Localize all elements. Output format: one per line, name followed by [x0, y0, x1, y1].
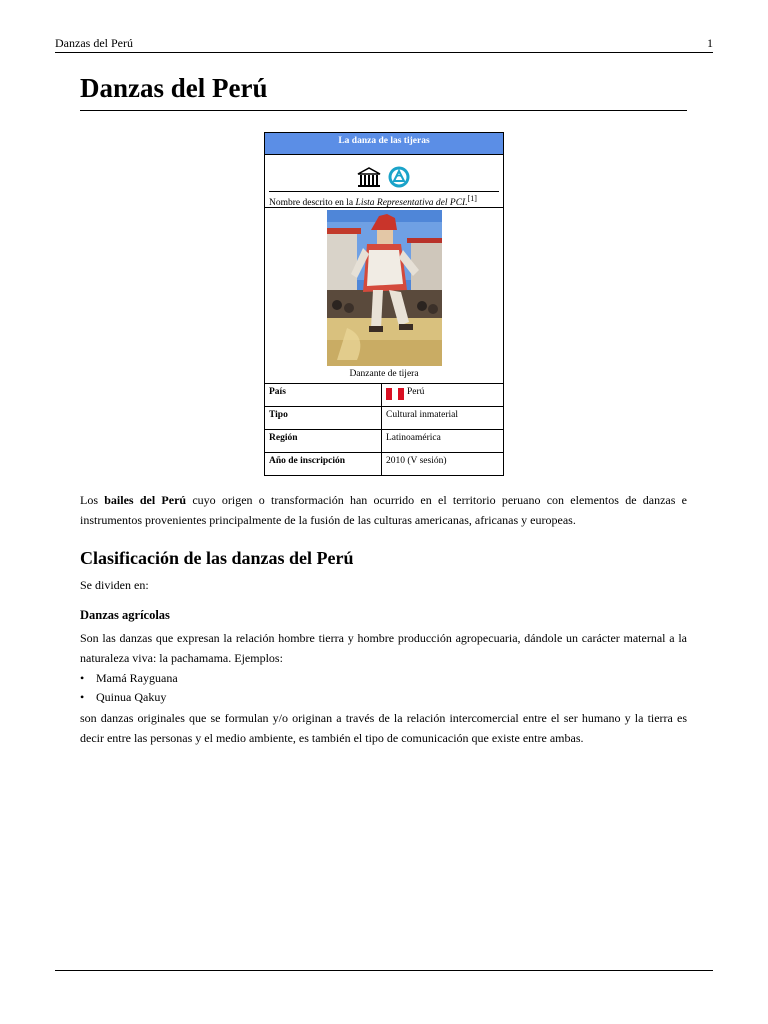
infobox-logos	[265, 155, 503, 208]
subsection-paragraph: Son las danzas que expresan la relación hombre tierra y hombre producción agropecuaria, dándole un carácter maternal a la naturaleza viva: la pachamama. Ejemplos:	[80, 631, 687, 665]
row-value: Latinoamérica	[386, 433, 441, 443]
running-header-title: Danzas del Perú	[55, 36, 133, 50]
infobox-row-country	[265, 384, 503, 407]
intangible-heritage-icon	[389, 167, 410, 188]
infobox-photo-cell	[265, 208, 503, 384]
section-heading: Clasificación de las danzas del Perú	[80, 548, 354, 568]
section-intro: Se dividen en:	[80, 578, 149, 592]
infobox-header: La danza de las tijeras	[265, 133, 503, 155]
list-item: • Mamá Rayguana	[80, 669, 178, 688]
page-title: Danzas del Perú	[80, 70, 687, 111]
row-label: País	[265, 384, 382, 406]
infobox	[264, 132, 504, 476]
intro-text-end: cuyo origen o transformación han ocurrido en el territorio peruano con elementos de danzas e instrumentos provenientes principalmente de la fusión de las culturas americanas, africanas y europeas.	[80, 493, 687, 527]
row-value: Cultural inmaterial	[386, 410, 459, 420]
infobox-row-type	[265, 407, 503, 430]
page-number: 1	[707, 36, 713, 50]
infobox-row-region	[265, 430, 503, 453]
row-label: Año de inscripción	[265, 453, 382, 475]
intro-text-start: Los	[80, 493, 105, 507]
footer-rule	[55, 970, 713, 971]
running-header	[55, 36, 713, 53]
peru-flag-icon	[386, 388, 404, 400]
caption-list-name: Lista Representativa del PCI.	[355, 198, 468, 208]
infobox-row-year	[265, 453, 503, 475]
caption-reference[interactable]: [1]	[467, 194, 477, 203]
country-link[interactable]: Perú	[407, 387, 425, 397]
list-item: • Quinua Qakuy	[80, 688, 178, 707]
subsection-heading: Danzas agrícolas	[80, 608, 170, 622]
intro-paragraph	[80, 490, 687, 530]
caption-prefix: Nombre descrito en la	[269, 198, 356, 208]
scissors-dancer-photo	[327, 210, 442, 366]
photo-caption: Danzante de tijera	[349, 369, 419, 379]
intro-bold-term: bailes del Perú	[104, 493, 187, 507]
heritage-logos	[357, 165, 413, 189]
infobox-logo-caption	[269, 194, 477, 208]
examples-list	[80, 669, 178, 707]
closing-paragraph: son danzas originales que se formulan y/o originan a través de la relación intercomercial entre el ser humano y la tierra es decir entre las personas y el medio ambiente, es también el tipo de comunicación que existe entre ambas.	[80, 711, 687, 745]
row-label: Región	[265, 430, 382, 452]
row-value: 2010 (V sesión)	[386, 456, 447, 466]
row-label: Tipo	[265, 407, 382, 429]
logo-divider	[269, 191, 499, 192]
row-value	[382, 384, 503, 406]
unesco-logo-icon	[358, 168, 380, 187]
